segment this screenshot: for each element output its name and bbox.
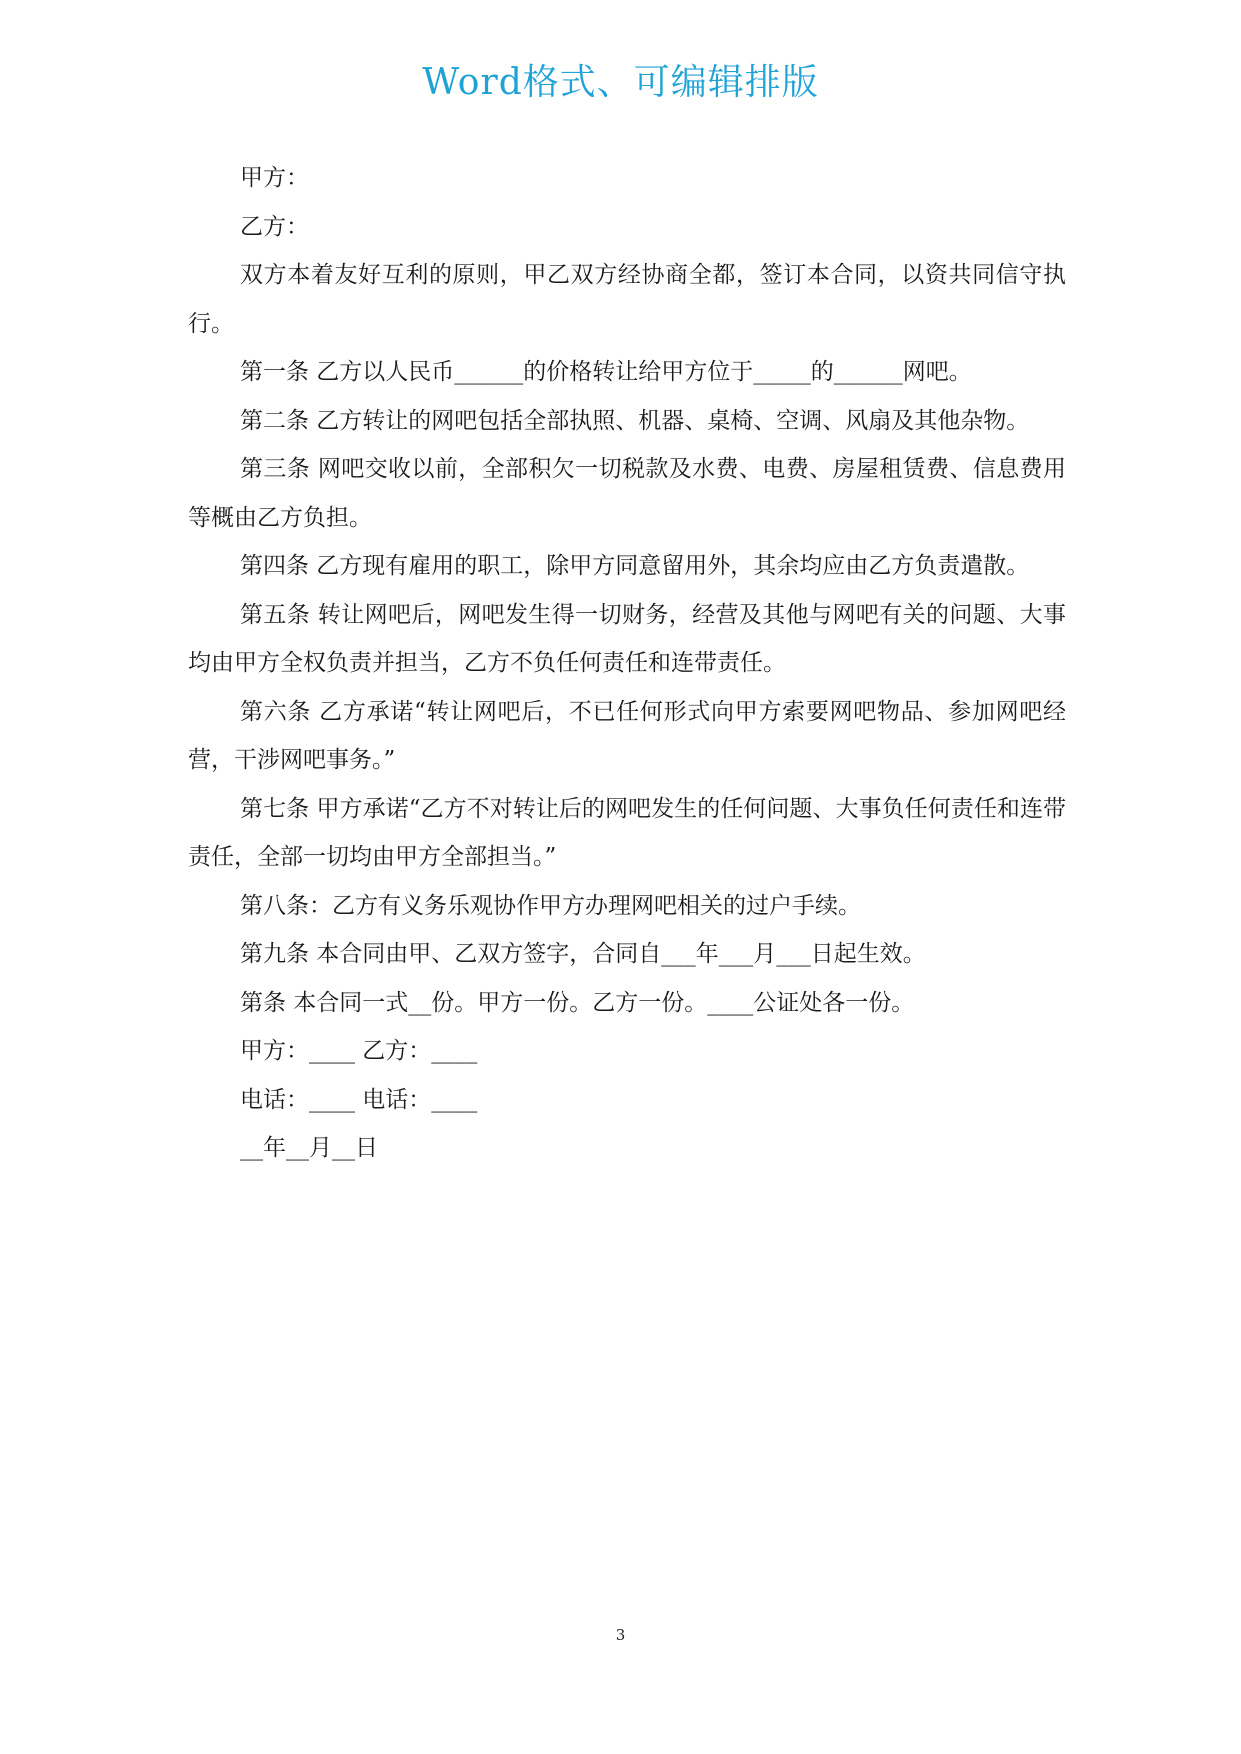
article-8: 第八条：乙方有义务乐观协作甲方办理网吧相关的过户手续。 [240,892,861,919]
contract-body [188,154,1066,1173]
page-number: 3 [615,1626,626,1644]
party-a-line: 甲方： [240,165,309,191]
signature-phone-line: 电话：____ 电话：____ [240,1086,478,1113]
article-4: 第四条 乙方现有雇用的职工，除甲方同意留用外，其余均应由乙方负责遣散。 [240,553,1030,579]
article-5: 第五条 转让网吧后，网吧发生得一切财务，经营及其他与网吧有关的问题、大事均由甲方全权负责并担当，乙方不负任何责任和连带责任。 [188,601,1066,676]
article-6: 第六条 乙方承诺“转让网吧后，不已任何形式向甲方索要网吧物品、参加网吧经营，干涉网吧事务。” [188,698,1066,773]
signature-date-line: __年__月__日 [240,1135,378,1161]
preamble-paragraph: 双方本着友好互利的原则，甲乙双方经协商全都，签订本合同，以资共同信守执行。 [188,262,1066,337]
article-2: 第二条 乙方转让的网吧包括全部执照、机器、桌椅、空调、风扇及其他杂物。 [240,407,1030,434]
page-header-title: Word格式、可编辑排版 [422,62,819,103]
signature-parties-line: 甲方：____ 乙方：____ [240,1038,478,1064]
article-7: 第七条 甲方承诺“乙方不对转让后的网吧发生的任何问题、大事负任何责任和连带责任，全部一切均由甲方全部担当。” [188,795,1066,870]
article-9: 第九条 本合同由甲、乙双方签字，合同自___年___月___日起生效。 [240,941,926,967]
article-10: 第条 本合同一式__份。甲方一份。乙方一份。____公证处各一份。 [240,989,915,1016]
party-b-line: 乙方： [240,213,309,240]
article-1: 第一条 乙方以人民币______的价格转让给甲方位于_____的______网吧。 [240,359,972,385]
article-3: 第三条 网吧交收以前，全部积欠一切税款及水费、电费、房屋租赁费、信息费用等概由乙方负担。 [188,456,1066,531]
